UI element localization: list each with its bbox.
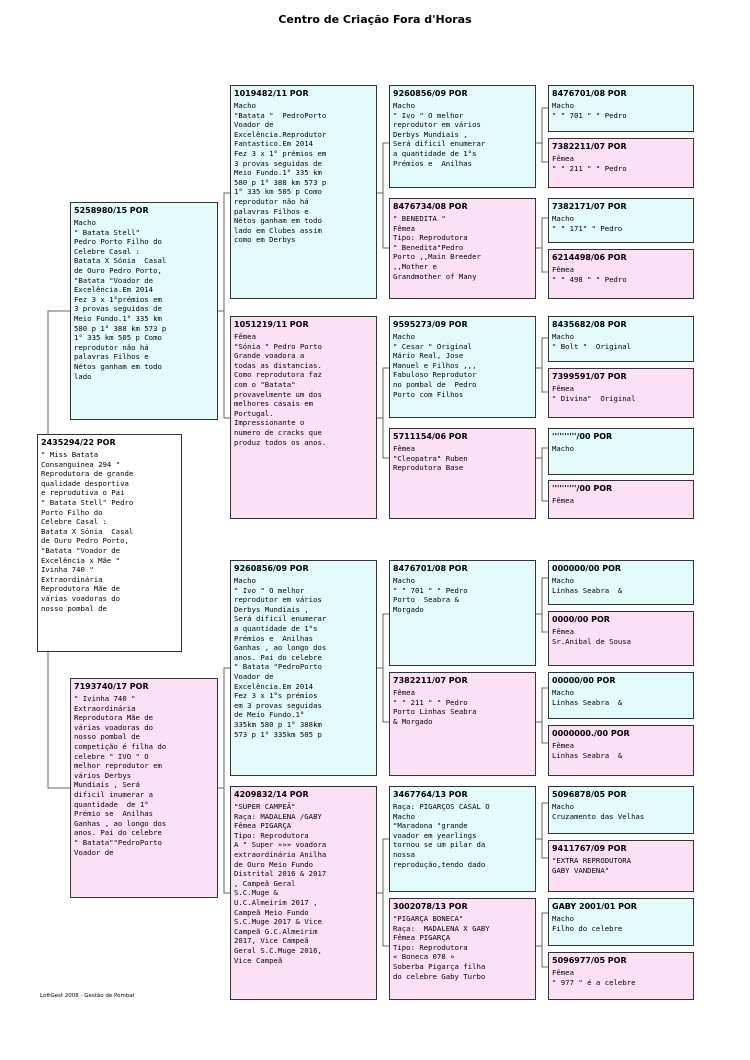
pigeon-card-sire[interactable] bbox=[70, 202, 218, 420]
pigeon-description: Macho Linhas Seabra & bbox=[552, 688, 623, 707]
ring-number: 8435682/08 POR bbox=[552, 320, 627, 329]
pigeon-description: Fêmea bbox=[552, 496, 574, 505]
ring-number: 00000/00 POR bbox=[552, 676, 616, 685]
pigeon-card-ssd[interactable] bbox=[389, 198, 536, 299]
pigeon-card-dds[interactable] bbox=[389, 786, 536, 892]
pigeon-card-sddd[interactable] bbox=[548, 480, 694, 519]
ring-number: 1019482/11 POR bbox=[234, 89, 309, 98]
pigeon-card-root[interactable] bbox=[37, 434, 182, 652]
pigeon-card-ss[interactable] bbox=[230, 85, 377, 299]
ring-number: 000000/00 POR bbox=[552, 564, 622, 573]
ring-number: ''''''''''/00 POR bbox=[552, 432, 613, 441]
ring-number: ''''''''''/00 POR bbox=[552, 484, 613, 493]
pigeon-description: Fêmea "Sónia " Pedro Porto Grande voadora a todas as distancias. Como reprodutora faz com o "Batata" provavelmente um dos melhores casais em Portugal. Impressionante o numero de cracks que produz todos os anos. bbox=[234, 332, 327, 447]
pigeon-card-ddds[interactable] bbox=[548, 898, 694, 946]
pigeon-card-sd[interactable] bbox=[230, 316, 377, 519]
pigeon-card-ssds[interactable] bbox=[548, 198, 694, 243]
pigeon-description: Macho Filho do celebre bbox=[552, 914, 623, 933]
pigeon-description: " Ivinha 740 " Extraordinária Reprodutora Mãe de várias voadoras do nosso pombal de competição é filha do celebre " IVO " O melhor reprodutor em vários Derbys Mundiais , Será dificil inumerar a quantidade de 1° Prémio se Anilhas Ganhas , ao longo dos anos. Pai do celebre " Batata""PedroPorto Voador de bbox=[74, 694, 167, 857]
ring-number: 4209832/14 POR bbox=[234, 790, 309, 799]
ring-number: 7382211/07 POR bbox=[393, 676, 468, 685]
ring-number: 8476701/08 POR bbox=[393, 564, 468, 573]
pigeon-description: "PIGARÇA BONECA" Raça: MADALENA X GABY Fêmea PIGARÇA Tipo: Reprodutora « Boneca 078 » Soberba Pigarça filha do celebre Gaby Turbo bbox=[393, 914, 490, 981]
pigeon-description: Fêmea " " 211 " " Pedro Porto Linhas Seabra & Morgado bbox=[393, 688, 477, 726]
ring-number: 0000000./00 POR bbox=[552, 729, 630, 738]
pigeon-card-dsd[interactable] bbox=[389, 672, 536, 776]
ring-number: 2435294/22 POR bbox=[41, 438, 116, 447]
ring-number: 7193740/17 POR bbox=[74, 682, 149, 691]
pigeon-card-sdds[interactable] bbox=[548, 428, 694, 475]
pigeon-description: " BENEDITA " Fêmea Tipo: Reprodutora " Benedita"Pedro Porto ,,Main Breeder ,,Mother e Grandmother of Many bbox=[393, 214, 481, 281]
ring-number: GABY 2001/01 POR bbox=[552, 902, 637, 911]
pigeon-card-dssd[interactable] bbox=[548, 611, 694, 666]
pigeon-description: Macho " Bolt " Original bbox=[552, 332, 632, 351]
pigeon-card-sds[interactable] bbox=[389, 316, 536, 418]
pigeon-description: Fêmea Sr.Anibal de Sousa bbox=[552, 627, 632, 646]
page-title: Centro de Criação Fora d'Horas bbox=[278, 13, 472, 26]
pigeon-description: Fêmea " " 498 " " Pedro bbox=[552, 265, 627, 284]
pigeon-description: Macho "Batata " PedroPorto Voador de Excelência.Reprodutor Fantastico.Em 2014 Fez 3 x 1° prémios em 3 provas seguidas de Meio Fundo.1° 335 km 580 p 1° 388 km 573 p 1° 335 km 505 p Como reprodutor não há palavras Filhos e Nétos ganham em todo lado em Clubes assim como em Derbys bbox=[234, 101, 327, 245]
pigeon-description: "EXTRA REPRODUTORA GABY VANDENA" bbox=[552, 856, 632, 875]
pigeon-card-dsds[interactable] bbox=[548, 672, 694, 719]
ring-number: 5258980/15 POR bbox=[74, 206, 149, 215]
ring-number: 7382171/07 POR bbox=[552, 202, 627, 211]
pigeon-description: Macho " Ivo " O melhor reprodutor em vários Derbys Mundiais , Será dificil enumerar a quantidade de 1°s Prémios e Anilhas bbox=[393, 101, 486, 168]
ring-number: 8476701/08 POR bbox=[552, 89, 627, 98]
ring-number: 7382211/07 POR bbox=[552, 142, 627, 151]
pigeon-description: Fêmea " Divina" Original bbox=[552, 384, 636, 403]
pigeon-card-ddsd[interactable] bbox=[548, 840, 694, 892]
pigeon-description: Raça: PIGARÇOS CASAL O Macho "Maradona "grande voador em yearlings tornou se um pilar da nossa reprodução,tendo dado bbox=[393, 802, 490, 869]
footer-credit: LoftGest 2008 - Gestão de Pombal bbox=[40, 993, 135, 999]
pigeon-description: Macho " " 701 " " Pedro Porto Seabra & Morgado bbox=[393, 576, 468, 614]
pigeon-description: Macho Linhas Seabra & bbox=[552, 576, 623, 595]
ring-number: 5711154/06 POR bbox=[393, 432, 468, 441]
pigeon-description: Macho " Batata Stell" Pedro Porto Filho do Celebre Casal : Batata X Sónia Casal de Ouro Pedro Porto, "Batata "Voador de Excelência.Em 2014 Fez 3 x 1°prémios em 3 provas seguidas de Meio Fundo.1° 335 km 580 p 1° 388 km 573 p 1° 335 km 505 p Como reprodutor não há palavras Filhos e Nétos ganham em todo lado bbox=[74, 218, 167, 381]
pigeon-card-sss[interactable] bbox=[389, 85, 536, 188]
pigeon-card-dd[interactable] bbox=[230, 786, 377, 1000]
pigeon-card-ddss[interactable] bbox=[548, 786, 694, 834]
ring-number: 7399591/07 POR bbox=[552, 372, 627, 381]
ring-number: 3002078/13 POR bbox=[393, 902, 468, 911]
pigeon-card-dddd[interactable] bbox=[548, 952, 694, 1000]
pigeon-card-sdd[interactable] bbox=[389, 428, 536, 519]
pigeon-card-ddd[interactable] bbox=[389, 898, 536, 1000]
ring-number: 3467764/13 POR bbox=[393, 790, 468, 799]
ring-number: 9260856/09 POR bbox=[393, 89, 468, 98]
pigeon-card-sdsd[interactable] bbox=[548, 368, 694, 418]
pigeon-description: Macho " " 171" " Pedro bbox=[552, 214, 623, 233]
pigeon-card-sssd[interactable] bbox=[548, 138, 694, 188]
ring-number: 1051219/11 POR bbox=[234, 320, 309, 329]
ring-number: 5096977/05 POR bbox=[552, 956, 627, 965]
pigeon-description: Macho " Ivo " O melhor reprodutor em vários Derbys Mundiais , Será dificil enumerar a quantidade de 1°s Prémios e Anilhas Ganhas , ao longo dos anos. Pai do celebre " Batata "PedroPorto Voador de Excelência.Em 2014 Fez 3 x 1°s prémios em 3 provas seguidas de Meio Fundo.1° 335km 580 p 1° 388km 573 p 1° 335km 505 p bbox=[234, 576, 327, 739]
pigeon-card-dsdd[interactable] bbox=[548, 725, 694, 776]
pigeon-card-ds[interactable] bbox=[230, 560, 377, 776]
pigeon-description: Fêmea " " 211 " " Pedro bbox=[552, 154, 627, 173]
pigeon-description: Macho " " 701 " " Pedro bbox=[552, 101, 627, 120]
ring-number: 8476734/08 POR bbox=[393, 202, 468, 211]
pigeon-card-sdss[interactable] bbox=[548, 316, 694, 362]
ring-number: 0000/00 POR bbox=[552, 615, 610, 624]
pigeon-description: " Miss Batata Consanguinea 294 " Reprodutora de grande qualidade desportiva e reprodutiva o Pai " Batata Stell" Pedro Porto Filho do Celebre Casal : Batata X Sónia Casal de Ouro Pedro Porto, "Batata "Voador de Excelência x Mãe " Ivinha 740 " Extraordinária Reprodutora Mãe de várias voadoras do nosso pombal de bbox=[41, 450, 134, 613]
ring-number: 9260856/09 POR bbox=[234, 564, 309, 573]
pigeon-description: Fêmea "Cleopatra" Ruben Reprodutora Base bbox=[393, 444, 468, 473]
ring-number: 5096878/05 POR bbox=[552, 790, 627, 799]
ring-number: 6214498/06 POR bbox=[552, 253, 627, 262]
pigeon-card-dss[interactable] bbox=[389, 560, 536, 666]
pigeon-card-dam[interactable] bbox=[70, 678, 218, 898]
pigeon-description: Macho Cruzamento das Velhas bbox=[552, 802, 645, 821]
pigeon-description: Macho " Cesar " Original Mário Real, Jose Manuel e Filhos ,,, Fabuloso Reprodutor no pombal de Pedro Porto com Filhos bbox=[393, 332, 477, 399]
pigeon-card-ssdd[interactable] bbox=[548, 249, 694, 299]
pigeon-card-ssss[interactable] bbox=[548, 85, 694, 132]
pigeon-card-dsss[interactable] bbox=[548, 560, 694, 605]
pigeon-description: Fêmea " 977 " é a celebre bbox=[552, 968, 636, 987]
pigeon-description: Macho bbox=[552, 444, 574, 453]
pigeon-description: "SUPER CAMPEÃ" Raça: MADALENA /GABY Fêmea PIGARÇA Tipo: Reprodutora A " Super »»» voadora extraordinária Anilha de Ouro Meio Fundo Distrital 2016 & 2017 , Campeã Geral S.C.Muge & U.C.Almeirim 2017 , Campeã Meio Fundo S.C.Muge 2017 & Vice Campeã G.C.Almeirim 2017, Vice Campeã Geral S.C.Muge 2016, Vice Campeã bbox=[234, 802, 327, 965]
ring-number: 9595273/09 POR bbox=[393, 320, 468, 329]
pigeon-description: Fêmea Linhas Seabra & bbox=[552, 741, 623, 760]
ring-number: 9411767/09 POR bbox=[552, 844, 627, 853]
